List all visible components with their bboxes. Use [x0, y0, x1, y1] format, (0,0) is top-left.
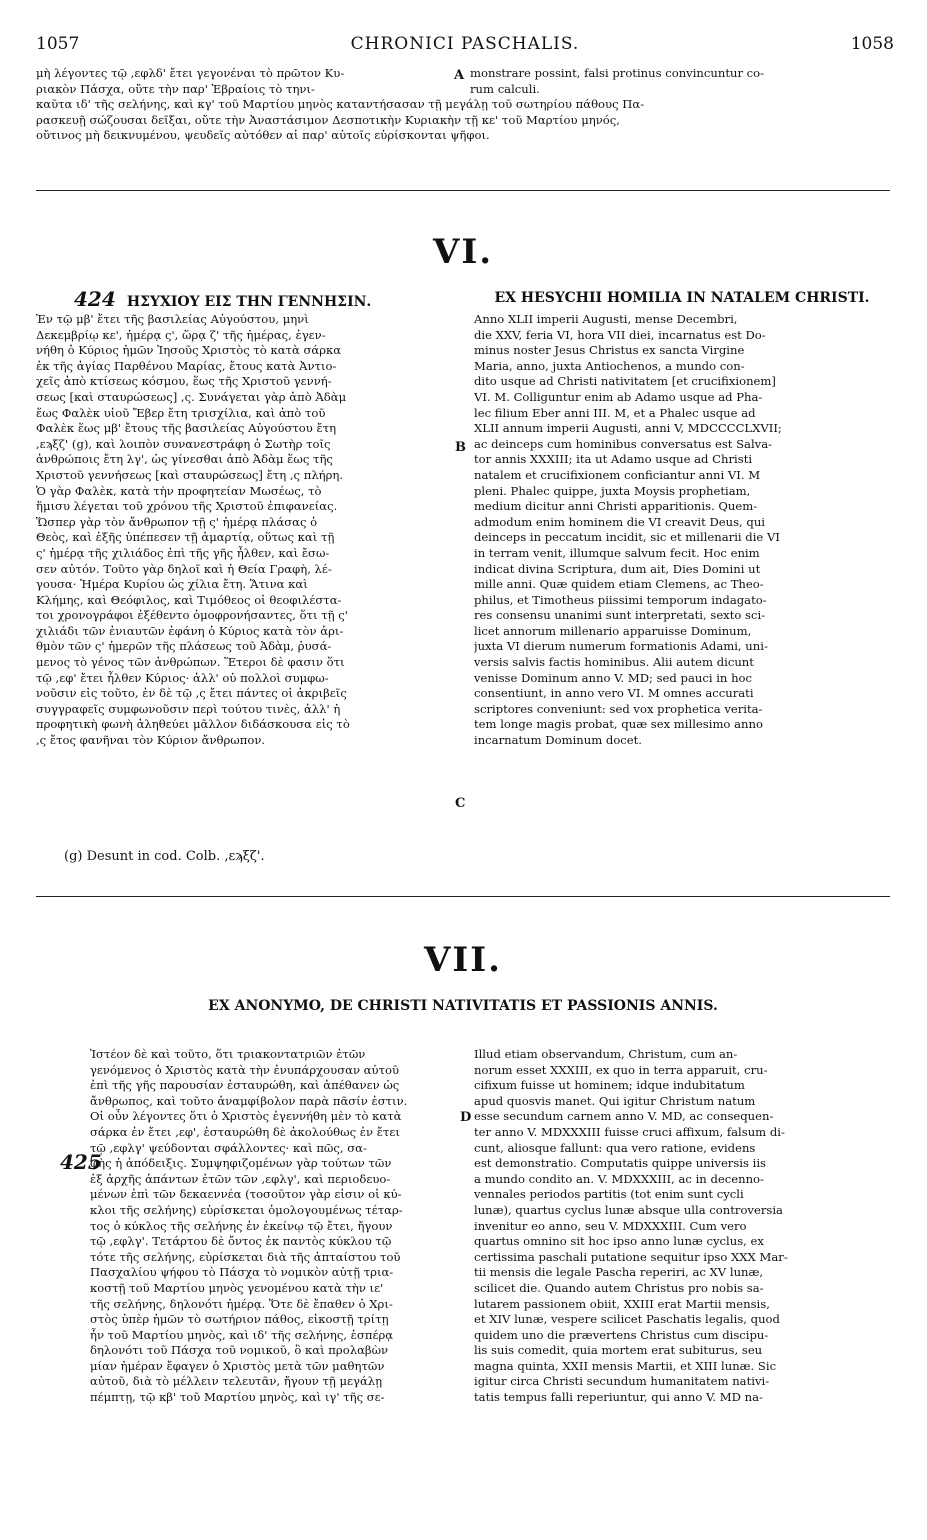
text-line: scriptores conveniunt: sed vox prophetica verita- — [474, 701, 763, 716]
text-line: ac deinceps cum hominibus conversatus est Salva- — [474, 436, 773, 451]
text-line: die XXV, feria VI, hora VII diei, incarnatus est Do- — [474, 327, 766, 342]
text-line: σεν αὐτόν. Τοῦτο γὰρ δηλοῖ καὶ ἡ Θεία Γραφὴ, λέ- — [36, 561, 332, 576]
margin-marker-c: C — [455, 796, 466, 811]
text-line: cunt, aliosque fallunt: qua vero ratione, evidens — [474, 1140, 756, 1155]
page-number-marker: 424 — [74, 287, 116, 311]
text-line: juxta VI dierum numerum formationis Adami, uni- — [474, 639, 768, 654]
text-line: ἥμισυ λέγεται τοῦ χρόνου τῆς Χριστοῦ ἐπιφανείας. — [36, 499, 338, 514]
text-line: dito usque ad Christi nativitatem [et crucifixionem] — [474, 374, 776, 389]
text-line: scilicet die. Quando autem Christus pro nobis sa- — [474, 1280, 764, 1295]
top-greek-fullwidth — [36, 97, 890, 144]
text-line: a mundo condito an. V. MDXXXIII, ac in decenno- — [474, 1171, 764, 1186]
text-line: ἕως Φαλὲκ υἱοῦ Ἔβερ ἔτη τρισχίλια, καὶ ἀπὸ τοῦ — [36, 405, 326, 420]
text-line: τῷ ,εφ' ἔτει ἦλθεν Κύριος· ἀλλ' οὐ πολλοὶ συμφω- — [36, 670, 329, 685]
text-line: ἐκ τῆς ἁγίας Παρθένου Μαρίας, ἔτους κατὰ Ἀντιο- — [36, 358, 337, 373]
text-line: lutarem passionem obiit, XXIII erat Martii mensis, — [474, 1296, 770, 1311]
greek-title: ΗΣΥΧΙΟΥ ΕΙΣ ΤΗΝ ΓΕΝΝΗΣΙΝ. — [126, 294, 372, 310]
section-vi-numeral: VI. — [432, 232, 494, 272]
section-vi-latin-text — [474, 312, 890, 749]
text-line: Κλήμης, καὶ Θεόφιλος, καὶ Τιμόθεος οἱ θεοφιλέστα- — [36, 592, 342, 607]
text-line: incarnatum Dominum docet. — [474, 733, 642, 748]
running-header — [36, 34, 894, 56]
text-line: VI. M. Colliguntur enim ab Adamo usque ad Pha- — [474, 389, 763, 404]
text-line: οὔτινος μὴ δεικνυμένου, ψευδεῖς αὐτόθεν αἱ παρ' αὐτοῖς εὑρίσκονται ψῆφοι. — [36, 128, 490, 143]
text-line: Ὁ γὰρ Φαλὲκ, κατὰ τὴν προφητείαν Μωσέως, τὸ — [36, 483, 322, 498]
text-line: ς' ἡμέρᾳ τῆς χιλιάδος ἐπὶ τῆς γῆς ἦλθεν, καὶ ἔσω- — [36, 545, 330, 560]
section-vii-numeral: VII. — [423, 940, 503, 980]
text-line: tatis tempus falli reperiuntur, qui anno V. MD na- — [474, 1390, 763, 1405]
text-line: quidem uno die prævertens Christus cum discipu- — [474, 1327, 769, 1342]
text-line: philus, et Timotheus piissimi temporum indagato- — [474, 592, 767, 607]
section-divider — [36, 190, 890, 191]
text-line: Illud etiam observandum, Christum, cum an- — [474, 1047, 738, 1061]
text-line: Χριστοῦ γεννήσεως [καὶ σταυρώσεως] ἔτη ,ς πλήρη. — [36, 467, 344, 482]
left-page-number: 1057 — [36, 34, 80, 54]
text-line: χεῖς ἀπὸ κτίσεως κόσμου, ἕως τῆς Χριστοῦ γεννή- — [36, 374, 332, 389]
text-line: XLII annum imperii Augusti, anni V, MDCCCCLXVII; — [474, 421, 782, 436]
text-line: Ἐν τῷ μβ' ἔτει τῆς βασιλείας Αὐγούστου, μηνὶ — [36, 312, 309, 326]
text-line: γενόμενος ὁ Χριστὸς κατὰ τὴν ἐνυπάρχουσαν αὐτοῦ — [90, 1062, 400, 1077]
text-line: τότε τῆς σελήνης, εὑρίσκεται διὰ τῆς ἀπταίστου τοῦ — [90, 1249, 401, 1264]
text-line: esse secundum carnem anno V. MD, ac consequen- — [474, 1109, 774, 1124]
text-line: Anno XLII imperii Augusti, mense Decembri, — [474, 312, 738, 326]
text-line: γουσα· Ἡμέρα Κυρίου ὡς χίλια ἔτη. Ἅτινα καὶ — [36, 577, 308, 592]
text-line: lec filium Eber anni III. M, et a Phalec usque ad — [474, 405, 756, 420]
section-vi-latin-title: EX HESYCHII HOMILIA IN NATALEM CHRISTI. — [494, 290, 870, 306]
text-line: lis suis comedit, quia mortem erat subiturus, seu — [474, 1343, 763, 1358]
text-line: ριακὸν Πάσχα, οὔτε τὴν παρ' Ἑβραίοις τὸ τηνι- — [36, 81, 315, 96]
text-line: καῦτα ιδ' τῆς σελήνης, καὶ κγ' τοῦ Μαρτίου μηνὸς καταντήσασαν τῇ μεγάλῃ τοῦ σωτηρίου πάθους Πα- — [36, 97, 645, 111]
text-line: ρασκευῇ σώζουσαι δεῖξαι, οὔτε τὴν Ἀναστάσιμον Δεσποτικὴν Κυριακὴν τῇ κε' τοῦ Μαρτίου μηνός, — [36, 112, 620, 127]
text-line: rum calculi. — [470, 81, 540, 96]
text-line: σεως [καὶ σταυρώσεως] ,ς. Συνάγεται γὰρ ἀπὸ Ἀδὰμ — [36, 389, 347, 404]
text-line: ,ς ἔτος φανῆναι τὸν Κύριον ἄνθρωπον. — [36, 733, 266, 748]
footnote: (g) Desunt in cod. Colb. ,εϡξζ'. — [64, 849, 265, 864]
text-line: πέμπτῃ, τῷ κβ' τοῦ Μαρτίου μηνὸς, καὶ ιγ' τῆς σε- — [90, 1390, 385, 1405]
text-line: quartus omnino sit hoc ipso anno lunæ cyclus, ex — [474, 1234, 764, 1249]
page-number-marker: 425 — [60, 1150, 102, 1174]
margin-marker-d: D — [460, 1110, 472, 1125]
text-line: indicat divina Scriptura, dum ait, Dies Domini ut — [474, 561, 761, 576]
text-line: σάρκα ἐν ἔτει ,εφ', ἐσταυρώθη δὲ ἀκολούθως ἐν ἔτει — [90, 1124, 400, 1139]
text-line: venisse Dominum anno V. MD; sed pauci in hoc — [474, 670, 753, 685]
text-line: versis salvis factis hominibus. Alii autem dicunt — [474, 655, 754, 670]
right-page-number: 1058 — [850, 34, 894, 54]
text-line: et XIV lunæ, vespere scilicet Paschatis legalis, quod — [474, 1312, 780, 1327]
text-line: invenitur eo anno, seu V. MDXXXIII. Cum vero — [474, 1218, 747, 1233]
text-line: θμὸν τῶν ς' ἡμερῶν τῆς πλάσεως τοῦ Ἀδὰμ, ῥυσά- — [36, 639, 332, 654]
section-vii-greek-text — [90, 1047, 456, 1406]
text-line: στὸς ὑπὲρ ἡμῶν τὸ σωτήριον πάθος, εἰκοστῇ τρίτῃ — [90, 1312, 389, 1327]
text-line: Δεκεμβρίῳ κε', ἡμέρᾳ ς', ὥρᾳ ζ' τῆς ἡμέρας, ἐγεν- — [36, 327, 326, 342]
text-line: tii mensis die legale Pascha reperiri, ac XV lunæ, — [474, 1265, 764, 1280]
text-line: ter anno V. MDXXXIII fuisse cruci affixum, falsum di- — [474, 1124, 785, 1139]
text-line: ,εϡξζ' (g), καὶ λοιπὸν συνανεστράφη ὁ Σωτὴρ τοῖς — [36, 436, 331, 451]
text-line: ἄνθρωπος, καὶ τοῦτο ἀναμφίβολον παρὰ πᾶσίν ἐστιν. — [90, 1093, 408, 1108]
text-line: monstrare possint, falsi protinus convincuntur co- — [470, 66, 765, 80]
text-line: deinceps in peccatum incidit, sic et millenarii die VI — [474, 530, 780, 545]
text-line: natalem et crucifixionem conficiantur anni VI. M — [474, 467, 761, 482]
text-line: medium dicitur anni Christi apparitionis. Quem- — [474, 499, 758, 514]
text-line: φὴς ἡ ἀπόδειξις. Συμψηφιζομένων γὰρ τούτων τῶν — [90, 1156, 392, 1171]
text-line: licet annorum millenario apparuisse Dominum, — [474, 623, 752, 638]
text-line: προφητικὴ φωνὴ ἀληθεύει μᾶλλον διδάσκουσα εἰς τὸ — [36, 717, 350, 732]
text-line: μενος τὸ γένος τῶν ἀνθρώπων. Ἕτεροι δὲ φασιν ὅτι — [36, 655, 345, 670]
text-line: consentiunt, in anno vero VI. M omnes accurati — [474, 686, 754, 701]
text-line: Maria, anno, juxta Antiochenos, a mundo con- — [474, 358, 745, 373]
section-vii-latin-text — [474, 1047, 890, 1406]
text-line: admodum enim hominem die VI creavit Deus, qui — [474, 514, 766, 529]
section-vi-greek-heading — [74, 287, 454, 311]
text-line: igitur circa Christi secundum humanitatem nativi- — [474, 1374, 770, 1389]
text-line: τῷ ,εφλγ' ψεύδονται σφάλλοντες· καὶ πῶς, σα- — [90, 1140, 367, 1155]
text-line: νήθη ὁ Κύριος ἡμῶν Ἰησοῦς Χριστὸς τὸ κατὰ σάρκα — [36, 343, 342, 358]
text-line: αὐτοῦ, διὰ τὸ μέλλειν τελευτᾶν, ἤγουν τῇ μεγάλῃ — [90, 1374, 383, 1389]
text-line: res consensu unanimi sunt interpretati, sexto sci- — [474, 608, 766, 623]
text-line: est demonstratio. Computatis quippe universis iis — [474, 1156, 767, 1171]
text-line: apud quosvis manet. Qui igitur Christum natum — [474, 1093, 756, 1108]
margin-marker-a: A — [454, 68, 465, 83]
text-line: in terram venit, illumque salvum fecit. Hoc enim — [474, 545, 760, 560]
text-line: μίαν ἡμέραν ἔφαγεν ὁ Χριστὸς μετὰ τῶν μαθητῶν — [90, 1358, 385, 1373]
text-line: δηλονότι τοῦ Πάσχα τοῦ νομικοῦ, ὃ καὶ προλαβὼν — [90, 1343, 389, 1358]
text-line: certissima paschali putatione sequitur ipso XXX Mar- — [474, 1249, 788, 1264]
text-line: Ἰστέον δὲ καὶ τοῦτο, ὅτι τριακοντατριῶν ἐτῶν — [90, 1047, 366, 1061]
text-line: Θεὸς, καὶ ἐξῆς ὑπέπεσεν τῇ ἁμαρτίᾳ, οὕτως καὶ τῇ — [36, 530, 335, 545]
text-line: tem longe magis probat, quæ sex millesimo anno — [474, 717, 763, 732]
text-line: vennales periodos partitis (tot enim sunt cycli — [474, 1187, 744, 1202]
text-line: ἐπὶ τῆς γῆς παρουσίαν ἐσταυρώθη, καὶ ἀπέθανεν ὡς — [90, 1078, 400, 1093]
running-title: CHRONICI PASCHALIS. — [350, 34, 580, 54]
text-line: μὴ λέγοντες τῷ ,εφλδ' ἔτει γεγονέναι τὸ πρῶτον Κυ- — [36, 66, 345, 80]
text-line: Ὥσπερ γὰρ τὸν ἄνθρωπον τῇ ς' ἡμέρᾳ πλάσας ὁ — [36, 514, 318, 529]
text-line: mille anni. Quæ quidem etiam Clemens, ac Theo- — [474, 577, 764, 592]
text-line: Φαλὲκ ἕως μβ' ἔτους τῆς βασιλείας Αὐγούστου ἔτη — [36, 421, 337, 436]
text-line: cifixum fuisse ut hominem; idque indubitatum — [474, 1078, 745, 1093]
text-line: χιλιάδι τῶν ἐνιαυτῶν ἐφάνη ὁ Κύριος κατὰ τὸν ἀρι- — [36, 623, 344, 638]
text-line: ἦν τοῦ Μαρτίου μηνὸς, καὶ ιδ' τῆς σελήνης, ἑσπέρᾳ — [90, 1327, 394, 1342]
text-line: κοστῇ τοῦ Μαρτίου μηνὸς γενομένου κατὰ τὴν ιε' — [90, 1280, 384, 1295]
text-line: magna quinta, XXII mensis Martii, et XIII lunæ. Sic — [474, 1358, 777, 1373]
section-vii-title: EX ANONYMO, DE CHRISTI NATIVITATIS ET PASSIONIS ANNIS. — [208, 998, 718, 1014]
section-divider — [36, 896, 890, 897]
top-greek-text — [36, 66, 476, 97]
text-line: τῆς σελήνης, δηλονότι ἡμέρᾳ. Ὅτε δὲ ἔπαθεν ὁ Χρι- — [90, 1296, 393, 1311]
text-line: Πασχαλίου ψήφου τὸ Πάσχα τὸ νομικὸν αὐτῇ τρια- — [90, 1265, 394, 1280]
text-line: τος ὁ κύκλος τῆς σελήνης ἐν ἐκείνῳ τῷ ἔτει, ἤγουν — [90, 1218, 393, 1233]
text-line: τῷ ,εφλγ'. Τετάρτου δὲ ὄντος ἐκ παντὸς κύκλου τῷ — [90, 1234, 392, 1249]
top-latin-text — [470, 66, 888, 97]
text-line: τοι χρονογράφοι ἐξέθεντο ὁμοφρονήσαντες, ὅτι τῇ ς' — [36, 608, 348, 623]
text-line: minus noster Jesus Christus ex sancta Virgine — [474, 343, 745, 358]
text-line: Οἱ οὖν λέγοντες ὅτι ὁ Χριστὸς ἐγεννήθη μὲν τὸ κατὰ — [90, 1109, 402, 1124]
text-line: συγγραφεῖς συμφωνοῦσιν περὶ τούτου τινὲς, ἀλλ' ἡ — [36, 701, 341, 716]
text-line: μένων ἐπὶ τῶν δεκαεννέα (τοσοῦτον γὰρ εἰσιν οἱ κύ- — [90, 1187, 402, 1202]
text-line: norum esset XXXIII, ex quo in terra apparuit, cru- — [474, 1062, 768, 1077]
text-line: νοῦσιν εἰς τοῦτο, ἐν δὲ τῷ ,ς ἔτει πάντες οἱ ἀκριβεῖς — [36, 686, 347, 701]
text-line: lunæ), quartus cyclus lunæ absque ulla controversia — [474, 1202, 783, 1217]
text-line: ἀνθρώποις ἔτη λγ', ὡς γίνεσθαι ἀπὸ Ἀδὰμ ἕως τῆς — [36, 452, 333, 467]
section-vi-greek-text — [36, 312, 456, 749]
text-line: pleni. Phalec quippe, juxta Moysis prophetiam, — [474, 483, 751, 498]
text-line: tor annis XXXIII; ita ut Adamo usque ad Christi — [474, 452, 753, 467]
margin-marker-b: B — [455, 440, 466, 455]
text-line: ἐξ ἀρχῆς ἁπάντων ἐτῶν τῶν ,εφλγ', καὶ περιοδευο- — [90, 1171, 391, 1186]
text-line: κλοι τῆς σελήνης) εὑρίσκεται ὁμολογουμένως τέταρ- — [90, 1202, 403, 1217]
